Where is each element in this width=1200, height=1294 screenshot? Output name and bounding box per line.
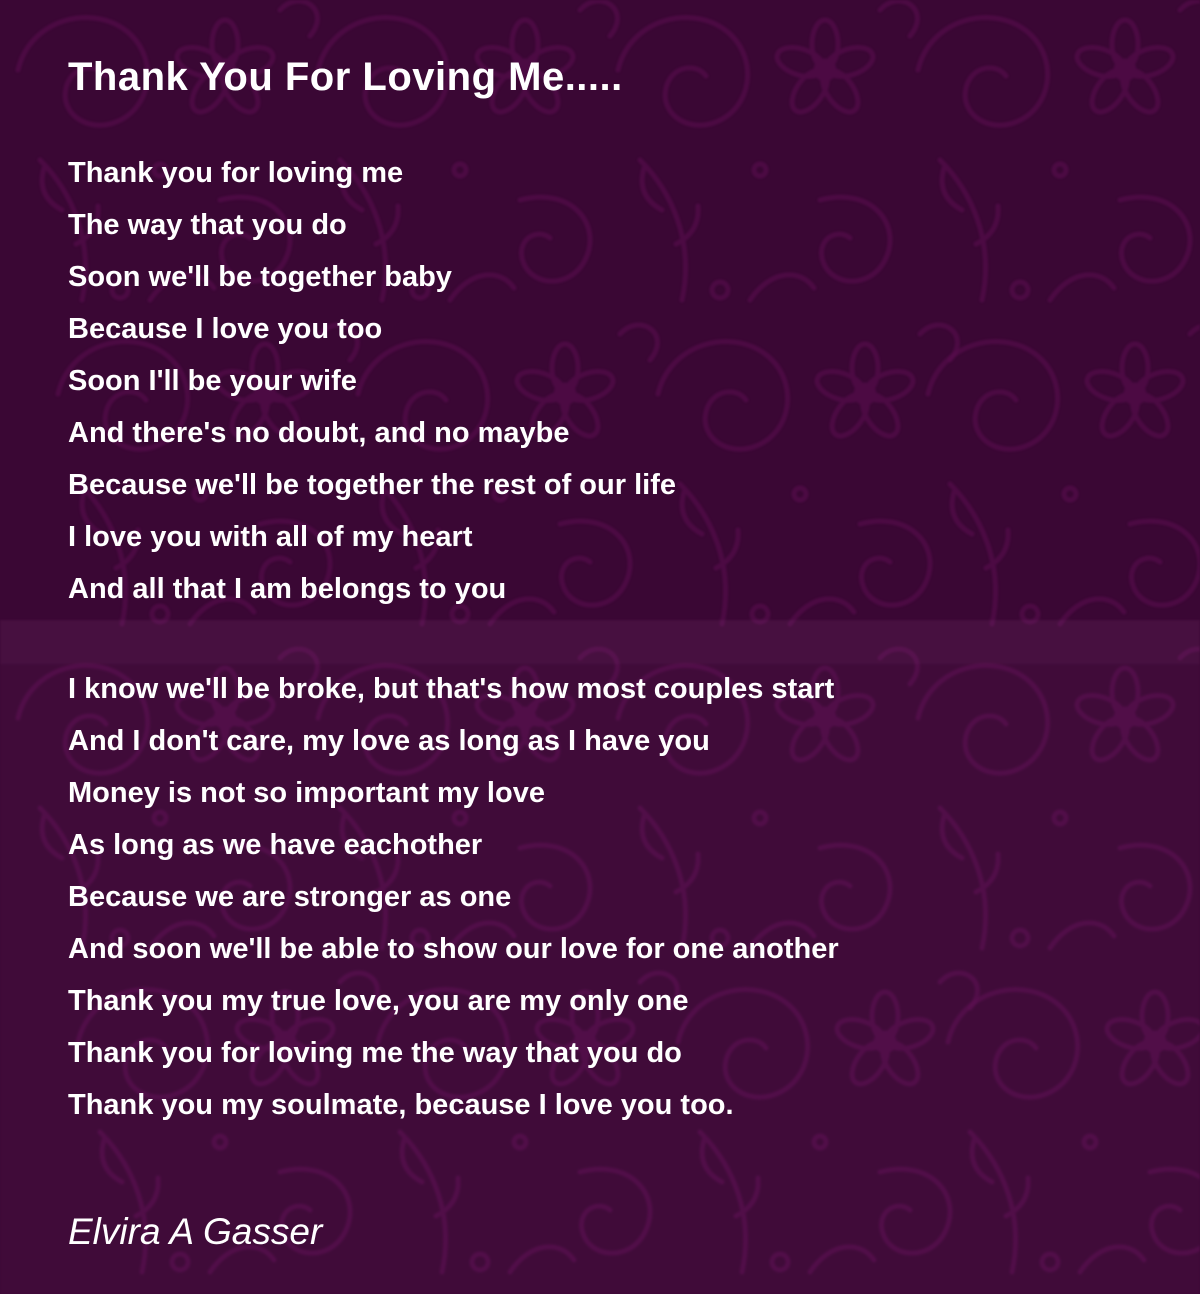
poem-line: And I don't care, my love as long as I have you [68,725,710,757]
poem-line: Because we are stronger as one [68,881,512,913]
poem-line: And soon we'll be able to show our love for one another [68,933,839,965]
poem-line: Because we'll be together the rest of our life [68,469,676,501]
poem-line: Thank you my soulmate, because I love you too. [68,1089,734,1121]
poem-line: The way that you do [68,209,347,241]
poem-title: Thank You For Loving Me..... [68,55,623,99]
poem-line: Because I love you too [68,313,383,345]
poem-author: Elvira A Gasser [68,1211,323,1252]
poem-line: Thank you for loving me the way that you do [68,1037,682,1069]
poem-line: And there's no doubt, and no maybe [68,417,570,449]
poem-line: I love you with all of my heart [68,521,473,553]
poem-line: As long as we have eachother [68,829,483,861]
poem-line: Thank you for loving me [68,157,404,189]
poem-line: I know we'll be broke, but that's how most couples start [68,673,835,705]
poem-line: And all that I am belongs to you [68,573,507,605]
poem-line: Money is not so important my love [68,777,545,809]
poem-line: Soon we'll be together baby [68,261,452,293]
poem-line: Thank you my true love, you are my only one [68,985,689,1017]
stanza-2 [68,663,1160,1131]
stanza-1 [68,147,1160,615]
poem-line: Soon I'll be your wife [68,365,357,397]
